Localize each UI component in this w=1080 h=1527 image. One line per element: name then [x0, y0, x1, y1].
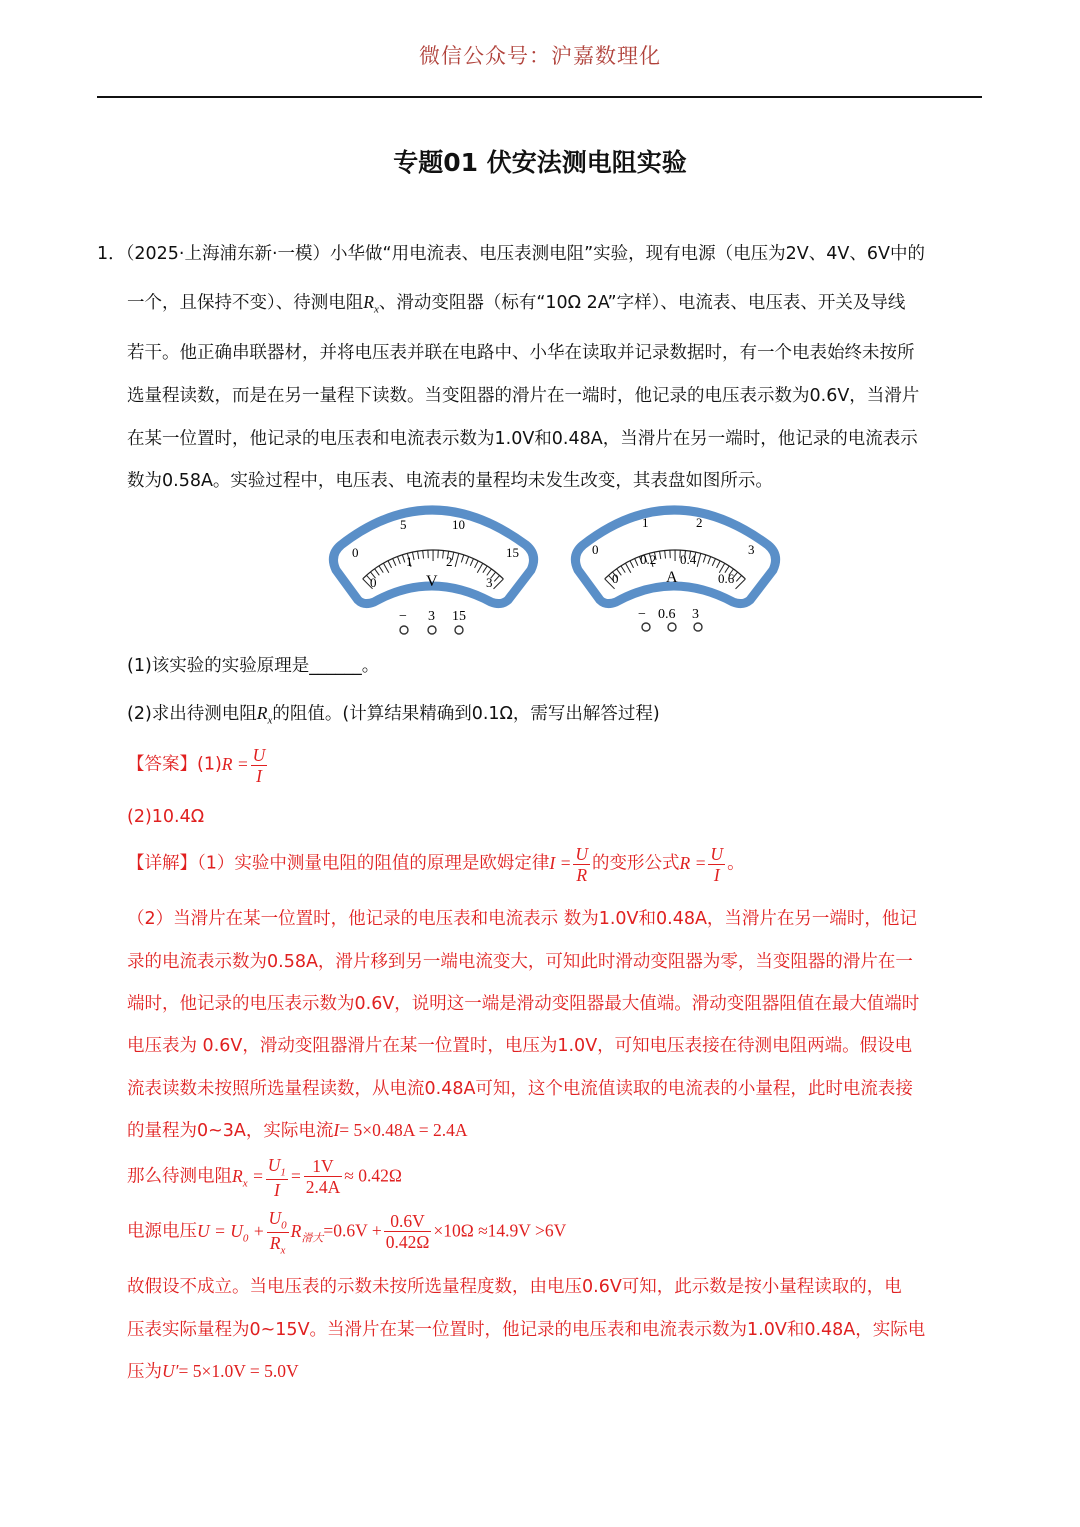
answer-part1	[127, 745, 269, 786]
rx-symbol: $R_x$	[363, 292, 379, 316]
ammeter-terminal-neg: −	[638, 607, 646, 622]
detail-line-1-end: 。	[727, 853, 745, 874]
voltmeter-lower-0: 0	[370, 575, 377, 590]
rx-calc-result: ≈ 0.42Ω	[344, 1165, 402, 1186]
source-voltage-fraction	[384, 1211, 432, 1252]
detail-para2-line-3: 端时，他记录的电压表示数为0.6V，说明这一端是滑动变阻器最大值端。滑动变阻器阻值在最大值端时	[127, 994, 920, 1014]
detail-para3-line-2: 压表实际量程为0~15V。当滑片在某一位置时，他记录的电压表和电流表示数为1.0V和0.48A，实际电	[127, 1320, 926, 1340]
rx-calc-den: 2.4A	[305, 1177, 341, 1198]
actual-voltage-symbol: U′	[162, 1361, 179, 1381]
detail-para2-line-4: 电压表为 0.6V，滑动变阻器滑片在某一位置时，电压为1.0V，可知电压表接在待测电阻两端。假设电	[127, 1036, 913, 1056]
meter-figure	[326, 500, 786, 640]
detail-para3-line-3	[127, 1358, 299, 1383]
voltmeter-terminal-dot	[455, 626, 463, 634]
header-watermark: 微信公众号：沪嘉数理化	[419, 44, 661, 68]
voltmeter-upper-15: 15	[506, 545, 519, 560]
ammeter-lower-0.4: 0.4	[680, 552, 697, 567]
rx-calc-fraction	[304, 1156, 343, 1197]
source-voltage-line	[127, 1208, 566, 1257]
rx-calc-formula: $R_x$ = $\frac{U_1}{I}$ =	[232, 1155, 302, 1201]
voltmeter	[333, 510, 533, 634]
voltmeter-lower-2: 2	[446, 554, 453, 569]
ammeter-terminal-3: 3	[692, 607, 699, 622]
source-voltage-tail: ×10Ω ≈14.9V >6V	[433, 1220, 567, 1241]
detail-para3-line-1: 故假设不成立。当电压表的示数未按所选量程度数，由电压0.6V可知，此示数是按小量程读取的，电	[127, 1277, 902, 1297]
answer-part2: (2)10.4Ω	[127, 807, 205, 827]
voltmeter-terminal-15: 15	[452, 609, 466, 624]
detail-para2-line-6	[127, 1117, 468, 1142]
detail-label: 【详解】	[127, 853, 197, 874]
question-line-2a: 一个，且保持不变）、待测电阻	[127, 293, 364, 313]
detail-para2-line-2: 录的电流表示数为0.58A，滑片移到另一端电流变大，可知此时滑动变阻器为零，当变阻器的滑片在一	[127, 952, 913, 972]
detail-para2-line-1: （2）当滑片在某一位置时，他记录的电压表和电流表示 数为1.0V和0.48A，当滑片在另一端时，他记	[127, 909, 917, 929]
rx-calc-line	[127, 1155, 402, 1200]
header-rule	[97, 96, 982, 98]
ammeter-lower-0.2: 0.2	[640, 552, 657, 567]
subquestion-1: (1)该实验的实验原理是______。	[127, 656, 380, 676]
ammeter-upper-1: 1	[642, 515, 649, 530]
voltmeter-upper-10: 10	[452, 517, 465, 532]
rx-calc-num: 1V	[304, 1156, 343, 1177]
ammeter-unit: A	[666, 569, 678, 586]
ammeter	[575, 510, 775, 631]
ammeter-lower-0: 0	[612, 571, 619, 586]
rx-calc-prefix: 那么待测电阻	[127, 1166, 232, 1187]
source-voltage-den: 0.42Ω	[385, 1232, 430, 1253]
subquestion-2	[127, 700, 660, 727]
page-title: 专题01 伏安法测电阻实验	[393, 148, 687, 177]
voltmeter-terminal-dot	[428, 626, 436, 634]
question-line-4: 选量程读数，而是在另一量程下读数。当变阻器的滑片在一端时，他记录的电压表示数为0.6V，当滑片	[127, 386, 920, 406]
ammeter-upper-3: 3	[748, 542, 755, 557]
actual-voltage-eq: = 5×1.0V = 5.0V	[178, 1361, 299, 1381]
voltmeter-terminal-neg: −	[399, 609, 407, 624]
detail-line-1a: （1）实验中测量电阻的阻值的原理是欧姆定律	[197, 853, 550, 874]
source-voltage-rhs: =0.6V +	[323, 1220, 382, 1241]
detail-para2-line-5: 流表读数未按照所选量程读数，从电流0.48A可知，这个电流值读取的电流表的小量程，此时电流表接	[127, 1079, 913, 1099]
subquestion-2a: (2)求出待测电阻	[127, 704, 257, 724]
ammeter-upper-0: 0	[592, 542, 599, 557]
voltmeter-upper-5: 5	[400, 517, 407, 532]
detail-line-1	[127, 844, 745, 885]
rx-symbol: $R_x$	[256, 703, 273, 727]
detail-para3-line-3a: 压为	[127, 1362, 162, 1382]
ammeter-lower-0.6: 0.6	[718, 571, 735, 586]
voltmeter-terminal-dot	[400, 626, 408, 634]
voltmeter-upper-0: 0	[352, 545, 359, 560]
voltmeter-lower-1: 1	[406, 554, 413, 569]
subquestion-2b: 的阻值。(计算结果精确到0.1Ω，需写出解答过程)	[272, 704, 660, 724]
ohm-law-formula: I = $\frac{U}{R}$	[549, 844, 589, 886]
ammeter-terminal-dot	[642, 623, 650, 631]
source-voltage-num: 0.6V	[384, 1211, 432, 1232]
question-line-1: 1．（2025·上海浦东新·一模）小华做“用电流表、电压表测电阻”实验，现有电源（电压为2V、4V、6V中的	[97, 244, 925, 264]
detail-line-1b: 的变形公式	[592, 853, 680, 874]
source-voltage-prefix: 电源电压	[127, 1221, 197, 1242]
question-line-3: 若干。他正确串联器材，并将电压表并联在电路中、小华在读取并记录数据时，有一个电表始终未按所	[127, 343, 915, 363]
ammeter-terminal-dot	[668, 623, 676, 631]
detail-para2-line-6a: 的量程为0~3A，实际电流	[127, 1121, 334, 1141]
actual-current-eq: = 5×0.48A = 2.4A	[339, 1120, 468, 1140]
ammeter-upper-2: 2	[696, 515, 703, 530]
answer-label: 【答案】	[127, 754, 197, 775]
question-line-2b: 、滑动变阻器（标有“10Ω 2A”字样）、电流表、电压表、开关及导线	[378, 293, 906, 313]
source-voltage-formula: $U = U_0$ + $\frac{U_0}{R_x}$ $R_{滑大}$	[197, 1208, 324, 1257]
question-line-6: 数为0.58A。实验过程中，电压表、电流表的量程均未发生改变，其表盘如图所示。	[127, 471, 773, 491]
voltmeter-lower-3: 3	[486, 575, 493, 590]
ammeter-terminal-dot	[694, 623, 702, 631]
voltmeter-terminal-3: 3	[428, 609, 435, 624]
voltmeter-unit: V	[426, 573, 438, 590]
answer-formula: R = $\frac{U}{I}$	[221, 745, 266, 787]
resistance-formula: R = $\frac{U}{I}$	[679, 844, 724, 886]
question-line-5: 在某一位置时，他记录的电压表和电流表示数为1.0V和0.48A，当滑片在另一端时，他记录的电流表示	[127, 429, 918, 449]
ammeter-terminal-0.6: 0.6	[658, 607, 676, 622]
answer-part1-prefix: (1)	[197, 754, 222, 775]
question-line-2	[127, 289, 905, 316]
actual-current-symbol: I	[333, 1120, 340, 1140]
